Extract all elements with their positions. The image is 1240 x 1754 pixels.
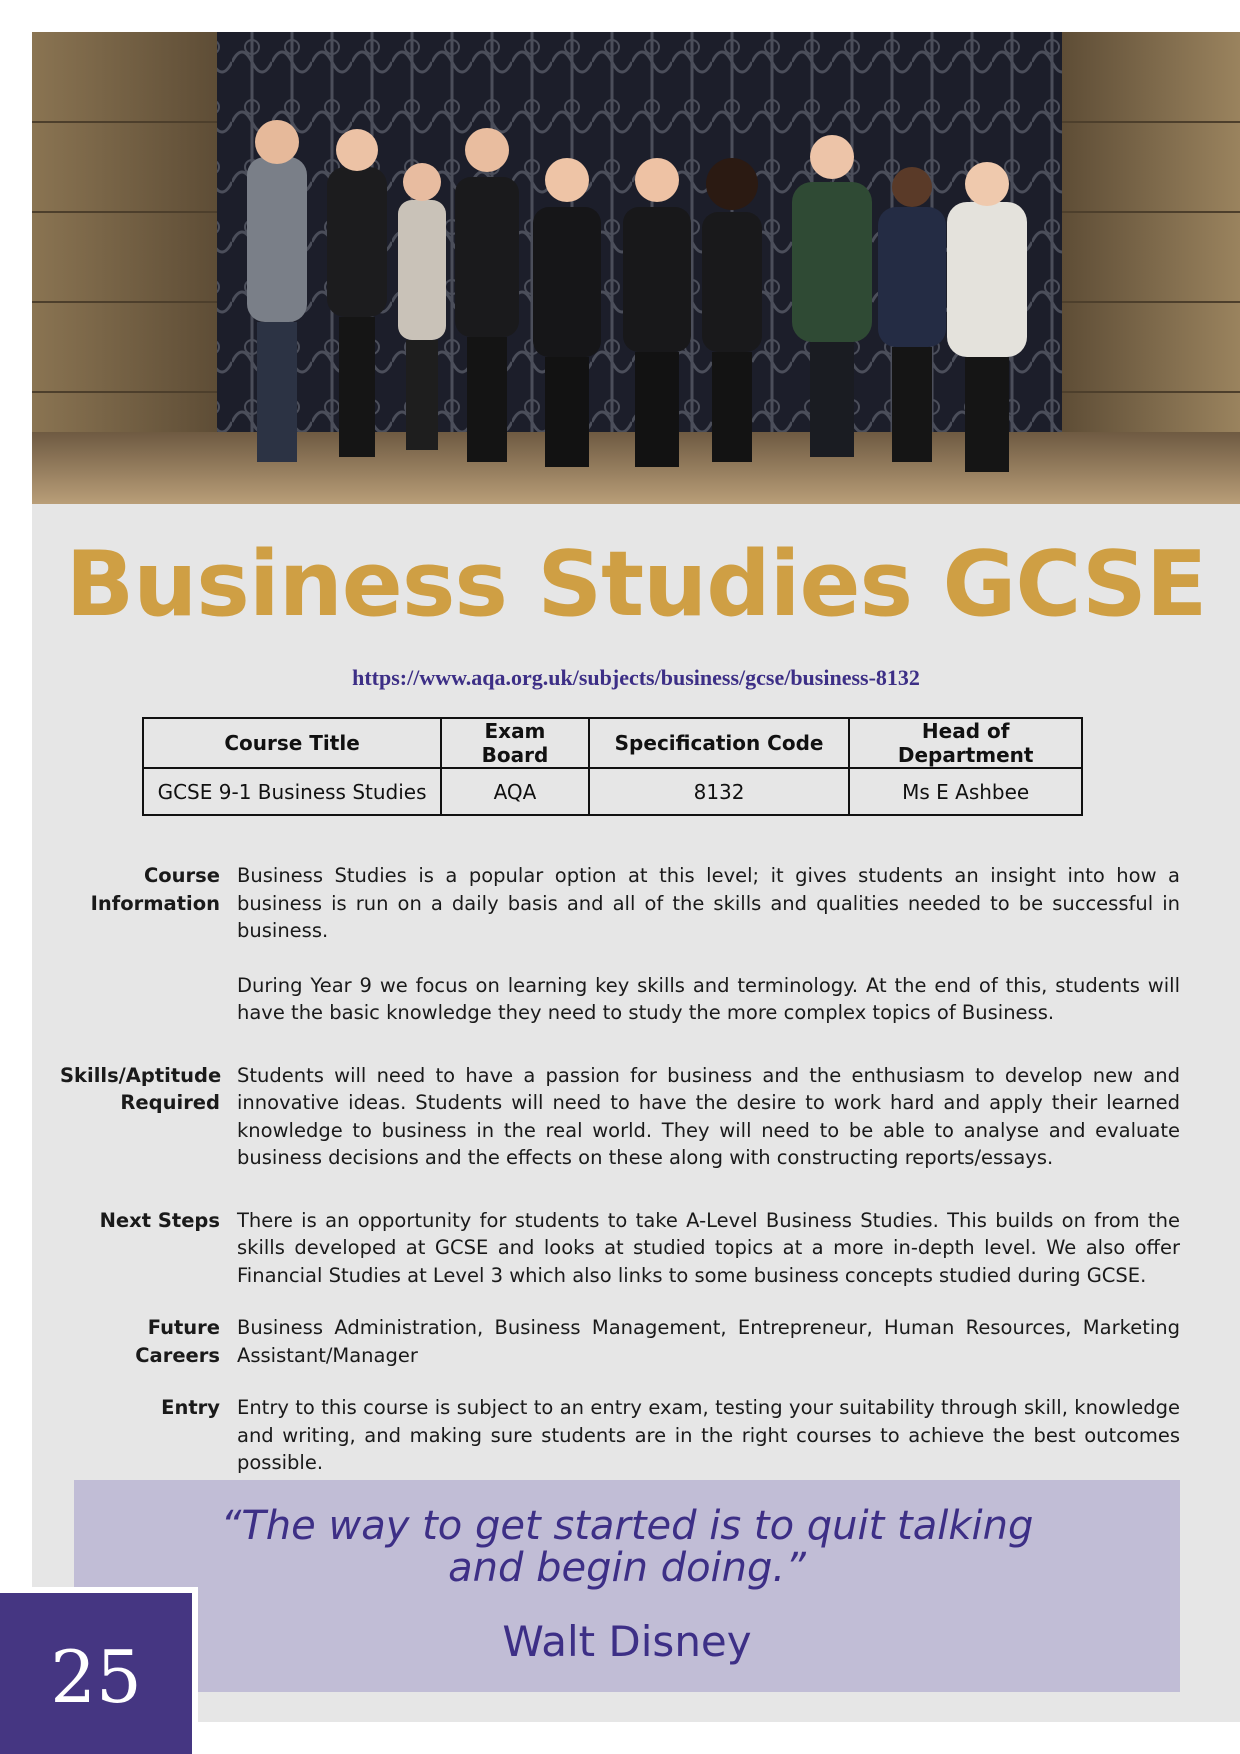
header-course-title: Course Title — [143, 718, 441, 768]
cell-head-of-department: Ms E Ashbee — [849, 768, 1082, 815]
course-sections — [60, 862, 1180, 1477]
section-course-information — [60, 862, 1180, 1027]
section-skills-aptitude — [60, 1062, 1180, 1172]
group-photo — [32, 32, 1240, 504]
section-body: There is an opportunity for students to take A-Level Business Studies. This builds on from the skills developed at GCSE and looks at studied topics at a more in-depth level. We also offer Financial Studies at Level 3 which also links to some business concepts studied during GCSE. — [237, 1208, 1180, 1287]
quote-box — [74, 1480, 1180, 1692]
course-url-link[interactable]: https://www.aqa.org.uk/subjects/business/gcse/business-8132 — [352, 665, 920, 690]
header-specification-code: Specification Code — [589, 718, 850, 768]
section-label: Future Careers — [135, 1316, 220, 1367]
page-title: Business Studies GCSE — [65, 532, 1207, 637]
section-label: Course Information — [90, 864, 220, 915]
section-body: Entry to this course is subject to an entry exam, testing your suitability through skill, knowledge and writing, and making sure students are in the right courses to achieve the best outcomes possible. — [237, 1396, 1180, 1474]
course-info-table — [142, 717, 1083, 816]
section-future-careers — [60, 1314, 1180, 1369]
cell-course-title: GCSE 9-1 Business Studies — [143, 768, 441, 815]
section-label: Entry — [161, 1396, 220, 1419]
quote-author: Walt Disney — [502, 1617, 752, 1666]
quote-text: “The way to get started is to quit talking and begin doing.” — [220, 1503, 1034, 1591]
section-next-steps — [60, 1207, 1180, 1290]
cell-exam-board: AQA — [441, 768, 589, 815]
cell-specification-code: 8132 — [589, 768, 850, 815]
section-body: Students will need to have a passion for business and the enthusiasm to develop new and innovative ideas. Students will need to have the desire to work hard and apply their learned knowledge to business in the real world. They will need to be able to analyse and evaluate business decisions and the effects on these along with constructing reports/essays. — [237, 1063, 1180, 1169]
page-number: 25 — [50, 1635, 142, 1719]
section-body: Business Administration, Business Management, Entrepreneur, Human Resources, Marketing Assistant/Manager — [237, 1316, 1180, 1367]
header-head-of-department: Head of Department — [849, 718, 1082, 768]
table-row — [143, 768, 1082, 815]
page-number-box — [0, 1587, 198, 1754]
section-label: Next Steps — [99, 1208, 220, 1232]
table-header-row — [143, 718, 1082, 768]
section-entry — [60, 1394, 1180, 1477]
section-body: Business Studies is a popular option at this level; it gives students an insight into how a business is run on a daily basis and all of the skills and qualities needed to be successful in business. During Year 9 we focus on learning key skills and terminology. At the end of this, students will have the basic knowledge they need to study the more complex topics of Business. — [237, 864, 1180, 1024]
header-exam-board: Exam Board — [441, 718, 589, 768]
section-label: Skills/Aptitude Required — [60, 1063, 222, 1114]
